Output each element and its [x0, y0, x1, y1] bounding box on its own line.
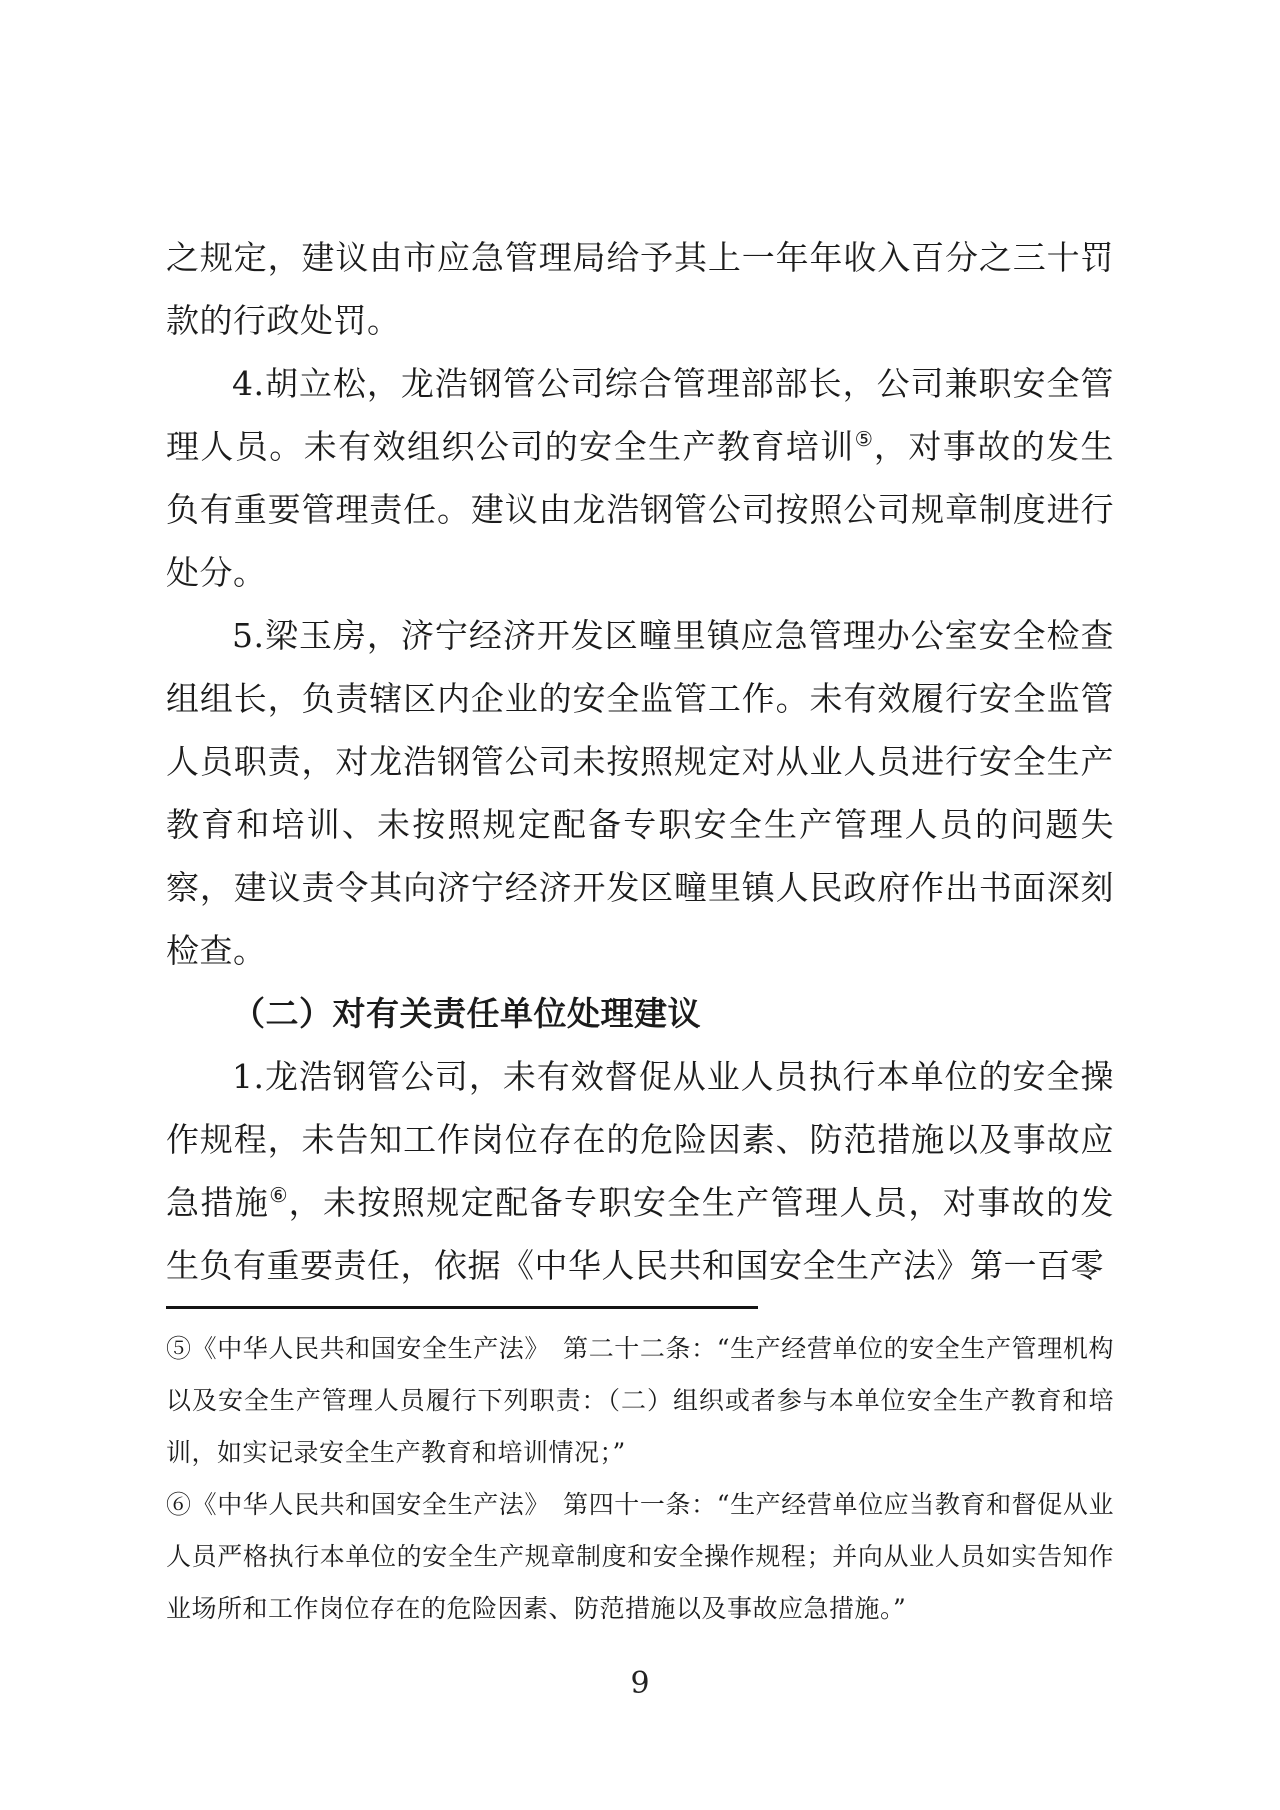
footnote-ref-5: ⑤: [854, 427, 874, 451]
paragraph-longhao-company: [166, 1045, 1114, 1297]
document-body: [166, 226, 1114, 1297]
paragraph-text: ，对事故的发生负有重要管理责任。建议由龙浩钢管公司按照公司规章制度进行处分。: [166, 427, 1115, 592]
footnote-5: [166, 1323, 1114, 1479]
paragraph-hu-lisong: [166, 352, 1114, 604]
footnote-6-text: 《中华人民共和国安全生产法》 第四十一条：“生产经营单位应当教育和督促从业人员严格执行本单位的安全生产规章制度和安全操作规程；并向从业人员如实告知作业场所和工作岗位存在的危险因素、防范措施以及事故应急措施。”: [166, 1490, 1114, 1623]
section-heading-text: （二）对有关责任单位处理建议: [232, 994, 701, 1033]
footnote-6-marker: ⑥: [166, 1490, 192, 1519]
paragraph-penalty-continuation: [166, 226, 1114, 352]
footnote-ref-6: ⑥: [269, 1183, 289, 1207]
paragraph-text: ，未按照规定配备专职安全生产管理人员，对事故的发生负有重要责任，依据《中华人民共和国安全生产法》第一百零: [166, 1183, 1115, 1285]
footnote-separator: [166, 1306, 758, 1309]
footnote-list: [166, 1323, 1114, 1635]
footnote-6: [166, 1479, 1114, 1635]
footnote-5-marker: ⑤: [166, 1334, 192, 1363]
page-number: 9: [630, 1666, 650, 1701]
paragraph-liang-yufang: [166, 604, 1114, 982]
section-heading: [166, 982, 1114, 1045]
paragraph-text: 4.胡立松，龙浩钢管公司综合管理部部长，公司兼职安全管理人员。未有效组织公司的安全生产教育培训: [166, 364, 1114, 466]
footnote-area: [166, 1306, 1114, 1635]
paragraph-text: 1.龙浩钢管公司，未有效督促从业人员执行本单位的安全操作规程，未告知工作岗位存在的危险因素、防范措施以及事故应急措施: [166, 1057, 1114, 1222]
footnote-5-text: 《中华人民共和国安全生产法》 第二十二条：“生产经营单位的安全生产管理机构以及安全生产管理人员履行下列职责：（二）组织或者参与本单位安全生产教育和培训，如实记录安全生产教育和培训情况；”: [166, 1334, 1114, 1467]
paragraph-text: 之规定，建议由市应急管理局给予其上一年年收入百分之三十罚款的行政处罚。: [166, 238, 1114, 340]
paragraph-text: 5.梁玉房，济宁经济开发区疃里镇应急管理办公室安全检查组组长，负责辖区内企业的安全监管工作。未有效履行安全监管人员职责，对龙浩钢管公司未按照规定对从业人员进行安全生产教育和培训、未按照规定配备专职安全生产管理人员的问题失察，建议责令其向济宁经济开发区疃里镇人民政府作出书面深刻检查。: [166, 616, 1114, 970]
